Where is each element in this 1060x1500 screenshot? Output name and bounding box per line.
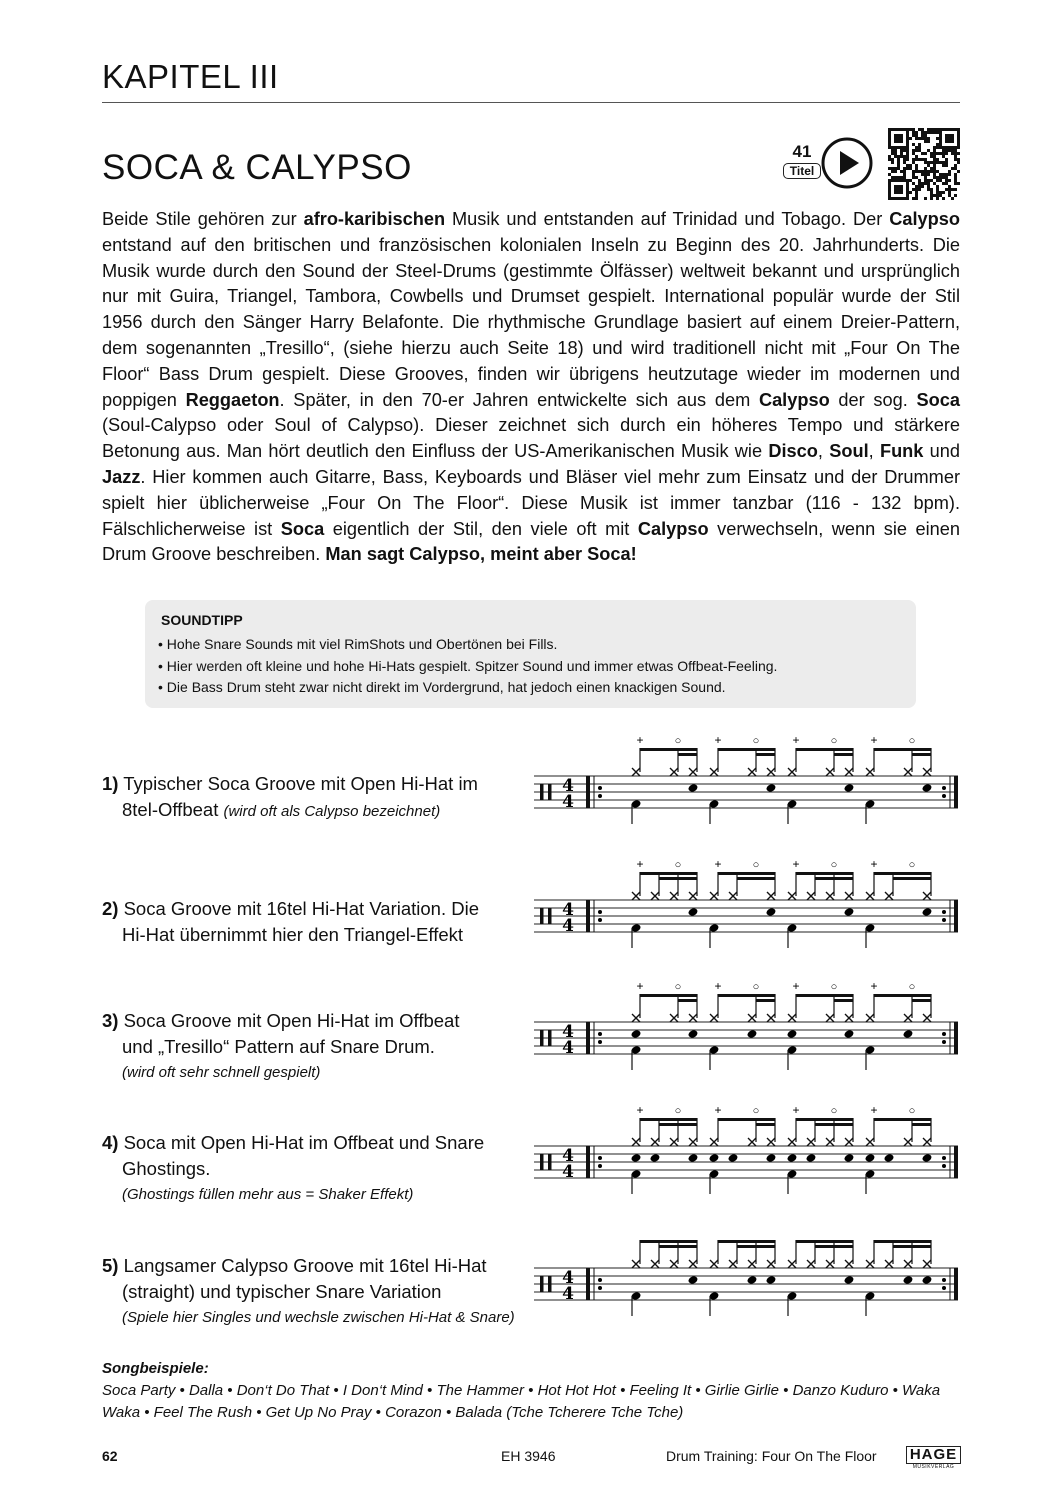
groove-number: 3): [102, 1010, 119, 1031]
hihat-note: [767, 1138, 775, 1146]
song-examples: [102, 1358, 962, 1424]
time-signature-bottom: 4: [562, 1284, 574, 1304]
groove-note: (wird oft sehr schnell gespielt): [122, 1064, 321, 1081]
hihat-note: [826, 768, 834, 776]
hihat-note: [788, 768, 796, 776]
note-beam: [718, 1240, 775, 1243]
repeat-dot: [598, 1164, 602, 1168]
groove-desc: Typischer Soca Groove mit Open Hi-Hat im: [123, 773, 478, 794]
intro-bold-text: Jazz: [102, 466, 141, 487]
note-beam-16th: [659, 877, 697, 880]
hihat-note: [788, 892, 796, 900]
hihat-note: [923, 1138, 931, 1146]
snare-note: [631, 1153, 642, 1163]
repeat-end-bar: [954, 900, 958, 932]
hihat-note: [866, 768, 874, 776]
note-beam: [640, 1118, 697, 1121]
open-hihat-symbol: ○: [752, 1106, 760, 1117]
hihat-note: [904, 1260, 912, 1268]
hihat-note: [710, 1014, 718, 1022]
repeat-dot: [598, 1032, 602, 1036]
hihat-note: [845, 1138, 853, 1146]
groove-number: 1): [102, 773, 119, 794]
track-label: Titel: [783, 163, 821, 179]
hihat-note: [807, 892, 815, 900]
intro-text: ,: [817, 441, 830, 462]
note-beam: [640, 748, 697, 751]
percussion-clef: [540, 1030, 544, 1046]
note-beam-16th: [815, 1123, 853, 1126]
note-beam: [718, 1118, 775, 1121]
intro-bold-text: Soul: [829, 441, 869, 462]
repeat-start-bar: [586, 1146, 590, 1178]
snare-note: [844, 907, 855, 917]
snare-note: [766, 1153, 777, 1163]
note-beam-16th: [834, 999, 853, 1002]
soundtipp-title: SOUNDTIPP: [161, 612, 243, 628]
intro-bold-text: Man sagt Calypso, meint aber Soca!: [325, 544, 637, 565]
note-beam-16th: [912, 999, 931, 1002]
book-title: Drum Training: Four On The Floor: [666, 1448, 877, 1464]
intro-paragraph: [102, 207, 960, 568]
songs-heading: Songbeispiele:: [102, 1360, 209, 1377]
hihat-note: [670, 1260, 678, 1268]
hihat-note: [632, 1138, 640, 1146]
note-beam-16th: [893, 1245, 931, 1248]
note-beam: [796, 748, 853, 751]
time-signature-bottom: 4: [562, 1038, 574, 1058]
hihat-note: [788, 1014, 796, 1022]
note-beam: [874, 1118, 931, 1121]
groove-2-text: [102, 896, 522, 948]
snare-note: [922, 783, 933, 793]
intro-text: entstand auf den britischen und französischen kolonialen Inseln zu Beginn des 20. Jahrhunderts. Die Musik wurde durch den Sound der Steel-Drums (gestimmte Ölfässer) weltweit bekannt und ursprünglich nur mit Guira, Triangel, Tambora, Cowbells und Drumset gespielt. International populär wurde der Stil 1956 durch den Sänger Harry Belafonte. Die rhythmische Grundlage basiert auf einem Dreier-Pattern, dem sogenannten „Tresillo“, (siehe hierzu auch Seite 18) und wird traditionell nicht mit „Four On The Floor“ Bass Drum gespielt. Diese Grooves, finden wir übrigens heutzutage wieder im modernen und poppigen: [102, 234, 960, 410]
intro-bold-text: Soca: [280, 518, 325, 539]
closed-hihat-symbol: +: [636, 736, 644, 747]
repeat-start-bar: [586, 1022, 590, 1054]
note-beam-16th: [678, 999, 697, 1002]
groove-desc: Soca Groove mit Open Hi-Hat im Offbeat: [123, 1010, 460, 1031]
hihat-note: [807, 1138, 815, 1146]
snare-note: [844, 1275, 855, 1285]
note-beam-16th: [737, 1245, 775, 1248]
hihat-note: [866, 1014, 874, 1022]
note-beam: [874, 1240, 931, 1243]
hihat-note: [689, 1138, 697, 1146]
note-beam: [796, 1240, 853, 1243]
hihat-note: [710, 768, 718, 776]
groove-desc: Langsamer Calypso Groove mit 16tel Hi-Hat: [123, 1255, 487, 1276]
section-title: SOCA & CALYPSO: [102, 148, 412, 187]
groove-desc: 8tel-Offbeat: [122, 799, 219, 820]
groove-desc: Soca Groove mit 16tel Hi-Hat Variation. Die: [123, 898, 480, 919]
hihat-note: [710, 892, 718, 900]
open-hihat-symbol: ○: [674, 1106, 682, 1117]
hihat-note: [689, 768, 697, 776]
open-hihat-symbol: ○: [908, 1106, 916, 1117]
repeat-dot: [598, 1156, 602, 1160]
snare-note: [747, 1029, 758, 1039]
hihat-note: [826, 1014, 834, 1022]
closed-hihat-symbol: +: [714, 736, 722, 747]
note-beam-16th: [678, 753, 697, 756]
note-beam-16th: [834, 753, 853, 756]
percussion-clef: [540, 908, 544, 924]
repeat-dot: [598, 1040, 602, 1044]
catalog-code: EH 3946: [501, 1448, 556, 1464]
hihat-note: [670, 1014, 678, 1022]
hihat-note: [651, 892, 659, 900]
hihat-note: [651, 1260, 659, 1268]
open-hihat-symbol: ○: [908, 860, 916, 871]
closed-hihat-symbol: +: [870, 860, 878, 871]
groove-5-text: [102, 1253, 522, 1331]
repeat-start-bar: [586, 1268, 590, 1300]
play-icon[interactable]: [820, 136, 874, 190]
snare-note: [787, 1029, 798, 1039]
note-beam-16th: [756, 999, 775, 1002]
repeat-dot: [598, 910, 602, 914]
percussion-clef: [548, 1030, 552, 1046]
groove-3-text: [102, 1008, 522, 1086]
groove-desc: Soca mit Open Hi-Hat im Offbeat und Snare: [123, 1132, 485, 1153]
open-hihat-symbol: ○: [752, 982, 760, 993]
closed-hihat-symbol: +: [714, 860, 722, 871]
hihat-note: [923, 1014, 931, 1022]
drum-score-2: [528, 860, 964, 960]
note-beam-16th: [893, 877, 931, 880]
percussion-clef: [548, 908, 552, 924]
open-hihat-symbol: ○: [674, 860, 682, 871]
intro-bold-text: afro-karibischen: [303, 209, 446, 229]
hihat-note: [651, 1138, 659, 1146]
open-hihat-symbol: ○: [752, 860, 760, 871]
closed-hihat-symbol: +: [870, 982, 878, 993]
hihat-note: [689, 1260, 697, 1268]
soundtipp-box: [145, 600, 916, 708]
snare-note: [688, 1029, 699, 1039]
hihat-note: [866, 892, 874, 900]
hihat-note: [767, 1014, 775, 1022]
intro-text: (Soul-Calypso oder Soul of Calypso). Dieser zeichnet sich durch ein höheres Tempo und stärkere Betonung aus. Man hört deutlich den Einfluss der US-Amerikanischen Musik wie: [102, 415, 960, 462]
hihat-note: [632, 1260, 640, 1268]
hihat-note: [767, 892, 775, 900]
time-signature-top: 4: [562, 1022, 574, 1042]
closed-hihat-symbol: +: [636, 860, 644, 871]
hihat-note: [826, 1260, 834, 1268]
snare-note: [728, 1153, 739, 1163]
drum-score-5: [528, 1228, 964, 1328]
groove-number: 5): [102, 1255, 119, 1276]
soundtipp-list: [158, 634, 777, 699]
note-beam: [718, 748, 775, 751]
intro-bold-text: Reggaeton: [185, 389, 280, 410]
repeat-end-bar: [954, 776, 958, 808]
note-beam: [874, 748, 931, 751]
time-signature-bottom: 4: [562, 1162, 574, 1182]
hihat-note: [845, 768, 853, 776]
snare-note: [922, 1153, 933, 1163]
hihat-note: [710, 1138, 718, 1146]
snare-note: [688, 783, 699, 793]
repeat-end-bar: [954, 1268, 958, 1300]
time-signature-top: 4: [562, 1268, 574, 1288]
repeat-dot: [942, 1164, 946, 1168]
hihat-note: [904, 768, 912, 776]
snare-note: [631, 1029, 642, 1039]
groove-1-text: [102, 771, 522, 825]
groove-desc: (straight) und typischer Snare Variation: [122, 1281, 442, 1302]
time-signature-bottom: 4: [562, 792, 574, 812]
closed-hihat-symbol: +: [636, 1106, 644, 1117]
time-signature-bottom: 4: [562, 916, 574, 936]
hihat-note: [729, 1260, 737, 1268]
hihat-note: [729, 892, 737, 900]
closed-hihat-symbol: +: [870, 736, 878, 747]
hihat-note: [923, 1260, 931, 1268]
note-beam-16th: [659, 1245, 697, 1248]
repeat-dot: [598, 918, 602, 922]
hihat-note: [632, 768, 640, 776]
snare-note: [766, 1275, 777, 1285]
open-hihat-symbol: ○: [752, 736, 760, 747]
hihat-note: [767, 1260, 775, 1268]
snare-note: [766, 783, 777, 793]
note-beam: [874, 872, 931, 875]
hihat-note: [748, 1260, 756, 1268]
hihat-note: [923, 892, 931, 900]
hihat-note: [788, 1138, 796, 1146]
snare-note: [903, 1275, 914, 1285]
snare-note: [865, 1153, 876, 1163]
repeat-dot: [942, 910, 946, 914]
repeat-dot: [598, 786, 602, 790]
intro-text: Musik und entstanden auf Trinidad und Tobago. Der: [445, 209, 890, 229]
soundtipp-item: • Hohe Snare Sounds mit viel RimShots und Obertönen bei Fills.: [158, 636, 558, 652]
note-beam-16th: [912, 753, 931, 756]
snare-note: [884, 1153, 895, 1163]
percussion-clef: [548, 784, 552, 800]
note-beam-16th: [815, 877, 853, 880]
snare-note: [688, 1275, 699, 1285]
note-beam-16th: [912, 1123, 931, 1126]
hihat-note: [748, 1138, 756, 1146]
intro-text: verwechseln, wenn sie einen Drum Groove beschreiben.: [102, 518, 960, 565]
closed-hihat-symbol: +: [792, 736, 800, 747]
groove-note: (Ghostings füllen mehr aus = Shaker Effekt): [122, 1186, 414, 1203]
repeat-end-bar: [954, 1146, 958, 1178]
track-number: 41: [792, 142, 812, 161]
hihat-note: [904, 1014, 912, 1022]
percussion-clef: [540, 1276, 544, 1292]
groove-desc: Hi-Hat übernimmt hier den Triangel-Effekt: [122, 924, 464, 945]
repeat-dot: [598, 1278, 602, 1282]
intro-bold-text: Calypso: [637, 518, 709, 539]
hihat-note: [866, 1138, 874, 1146]
hihat-note: [689, 892, 697, 900]
drum-score-1: [528, 736, 964, 836]
hihat-note: [632, 1014, 640, 1022]
repeat-dot: [942, 794, 946, 798]
intro-text: der sog.: [829, 389, 917, 410]
closed-hihat-symbol: +: [792, 1106, 800, 1117]
intro-bold-text: Funk: [879, 441, 924, 462]
hihat-note: [866, 1260, 874, 1268]
closed-hihat-symbol: +: [714, 1106, 722, 1117]
drum-score-4: [528, 1106, 964, 1206]
hihat-note: [845, 1014, 853, 1022]
closed-hihat-symbol: +: [870, 1106, 878, 1117]
intro-bold-text: Disco: [768, 441, 818, 462]
repeat-dot: [598, 794, 602, 798]
note-beam-16th: [737, 877, 775, 880]
note-beam: [718, 872, 775, 875]
note-beam-16th: [659, 1123, 697, 1126]
intro-bold-text: Calypso: [889, 209, 960, 229]
hihat-note: [748, 1014, 756, 1022]
snare-note: [844, 1153, 855, 1163]
snare-note: [787, 1153, 798, 1163]
closed-hihat-symbol: +: [792, 860, 800, 871]
soundtipp-item: • Die Bass Drum steht zwar nicht direkt im Vordergrund, hat jedoch einen knackigen Sound.: [158, 679, 726, 695]
hihat-note: [632, 892, 640, 900]
groove-desc: und „Tresillo“ Pattern auf Snare Drum.: [122, 1036, 435, 1057]
snare-note: [903, 1029, 914, 1039]
groove-note: (wird oft als Calypso bezeichnet): [223, 803, 441, 820]
note-beam-16th: [756, 753, 775, 756]
percussion-clef: [548, 1154, 552, 1170]
open-hihat-symbol: ○: [674, 982, 682, 993]
time-signature-top: 4: [562, 1146, 574, 1166]
snare-note: [688, 1153, 699, 1163]
drum-score-3: [528, 982, 964, 1082]
groove-note: (Spiele hier Singles und wechsle zwischen Hi-Hat & Snare): [122, 1309, 515, 1326]
snare-note: [844, 783, 855, 793]
repeat-start-bar: [586, 776, 590, 808]
note-beam: [640, 994, 697, 997]
hihat-note: [885, 892, 893, 900]
hihat-note: [788, 1260, 796, 1268]
note-beam-16th: [756, 1123, 775, 1126]
groove-number: 4): [102, 1132, 119, 1153]
groove-number: 2): [102, 898, 119, 919]
note-beam: [796, 872, 853, 875]
songs-list: Soca Party • Dalla • Don‘t Do That • I Don‘t Mind • The Hammer • Hot Hot Hot • Feeling It • Girlie Girlie • Danzo Kuduro • Waka Waka • Feel The Rush • Get Up No Pray • Corazon • Balada (Tche Tcherere Tche Tche): [102, 1382, 941, 1421]
snare-note: [844, 1029, 855, 1039]
open-hihat-symbol: ○: [908, 982, 916, 993]
intro-text: und: [923, 441, 961, 462]
page-number: 62: [102, 1448, 118, 1464]
snare-note: [747, 1275, 758, 1285]
open-hihat-symbol: ○: [830, 1106, 838, 1117]
intro-text: eigentlich der Stil, den viele oft mit: [324, 518, 638, 539]
note-beam: [718, 994, 775, 997]
repeat-dot: [942, 1032, 946, 1036]
hihat-note: [748, 768, 756, 776]
percussion-clef: [540, 1154, 544, 1170]
hihat-note: [767, 768, 775, 776]
note-beam: [796, 994, 853, 997]
hihat-note: [885, 1260, 893, 1268]
closed-hihat-symbol: +: [792, 982, 800, 993]
hihat-note: [670, 892, 678, 900]
repeat-end-bar: [954, 1022, 958, 1054]
note-beam: [874, 994, 931, 997]
repeat-dot: [598, 1286, 602, 1290]
open-hihat-symbol: ○: [830, 982, 838, 993]
hihat-note: [845, 892, 853, 900]
repeat-dot: [942, 918, 946, 922]
note-beam-16th: [815, 1245, 853, 1248]
repeat-dot: [942, 786, 946, 790]
note-beam: [640, 872, 697, 875]
publisher-logo: [906, 1446, 961, 1468]
percussion-clef: [540, 784, 544, 800]
soundtipp-item: • Hier werden oft kleine und hohe Hi-Hats gespielt. Spitzer Sound und immer etwas Offbeat-Feeling.: [158, 657, 778, 674]
chapter-heading: KAPITEL III: [102, 58, 279, 95]
open-hihat-symbol: ○: [830, 736, 838, 747]
open-hihat-symbol: ○: [674, 736, 682, 747]
header-rule: [102, 102, 960, 103]
snare-note: [688, 907, 699, 917]
intro-text: Beide Stile gehören zur: [102, 209, 304, 229]
hihat-note: [826, 1138, 834, 1146]
hihat-note: [923, 768, 931, 776]
hihat-note: [710, 1260, 718, 1268]
snare-note: [806, 1153, 817, 1163]
intro-text: . Hier kommen auch Gitarre, Bass, Keyboards und Bläser viel mehr zum Einsatz und der Drummer spielt hier üblicherweise „Four On The Floor“. Diese Musik ist immer tanzbar (116 - 132 bpm). Fälschlicherweise ist: [102, 466, 960, 539]
intro-text: ,: [868, 441, 880, 462]
groove-4-text: [102, 1130, 522, 1208]
intro-text: . Später, in den 70-er Jahren entwickelte sich aus dem: [279, 389, 759, 410]
groove-desc: Ghostings.: [122, 1158, 211, 1179]
open-hihat-symbol: ○: [908, 736, 916, 747]
hihat-note: [689, 1014, 697, 1022]
repeat-dot: [942, 1156, 946, 1160]
intro-bold-text: Soca: [916, 389, 960, 410]
open-hihat-symbol: ○: [830, 860, 838, 871]
snare-note: [766, 907, 777, 917]
snare-note: [922, 907, 933, 917]
hihat-note: [826, 892, 834, 900]
hihat-note: [845, 1260, 853, 1268]
qr-code-icon[interactable]: [888, 128, 960, 200]
snare-note: [922, 1275, 933, 1285]
repeat-dot: [942, 1040, 946, 1044]
logo-text: HAGE: [906, 1446, 961, 1464]
repeat-dot: [942, 1278, 946, 1282]
closed-hihat-symbol: +: [714, 982, 722, 993]
time-signature-top: 4: [562, 900, 574, 920]
hihat-note: [807, 1260, 815, 1268]
percussion-clef: [548, 1276, 552, 1292]
snare-note: [709, 1153, 720, 1163]
hihat-note: [670, 1138, 678, 1146]
note-beam: [796, 1118, 853, 1121]
logo-subtext: MUSIKVERLAG: [912, 1464, 955, 1470]
snare-note: [650, 1153, 661, 1163]
time-signature-top: 4: [562, 776, 574, 796]
hihat-note: [904, 1138, 912, 1146]
closed-hihat-symbol: +: [636, 982, 644, 993]
hihat-note: [670, 768, 678, 776]
note-beam: [640, 1240, 697, 1243]
track-indicator: [778, 142, 826, 180]
intro-bold-text: Calypso: [758, 389, 830, 410]
repeat-start-bar: [586, 900, 590, 932]
repeat-dot: [942, 1286, 946, 1290]
